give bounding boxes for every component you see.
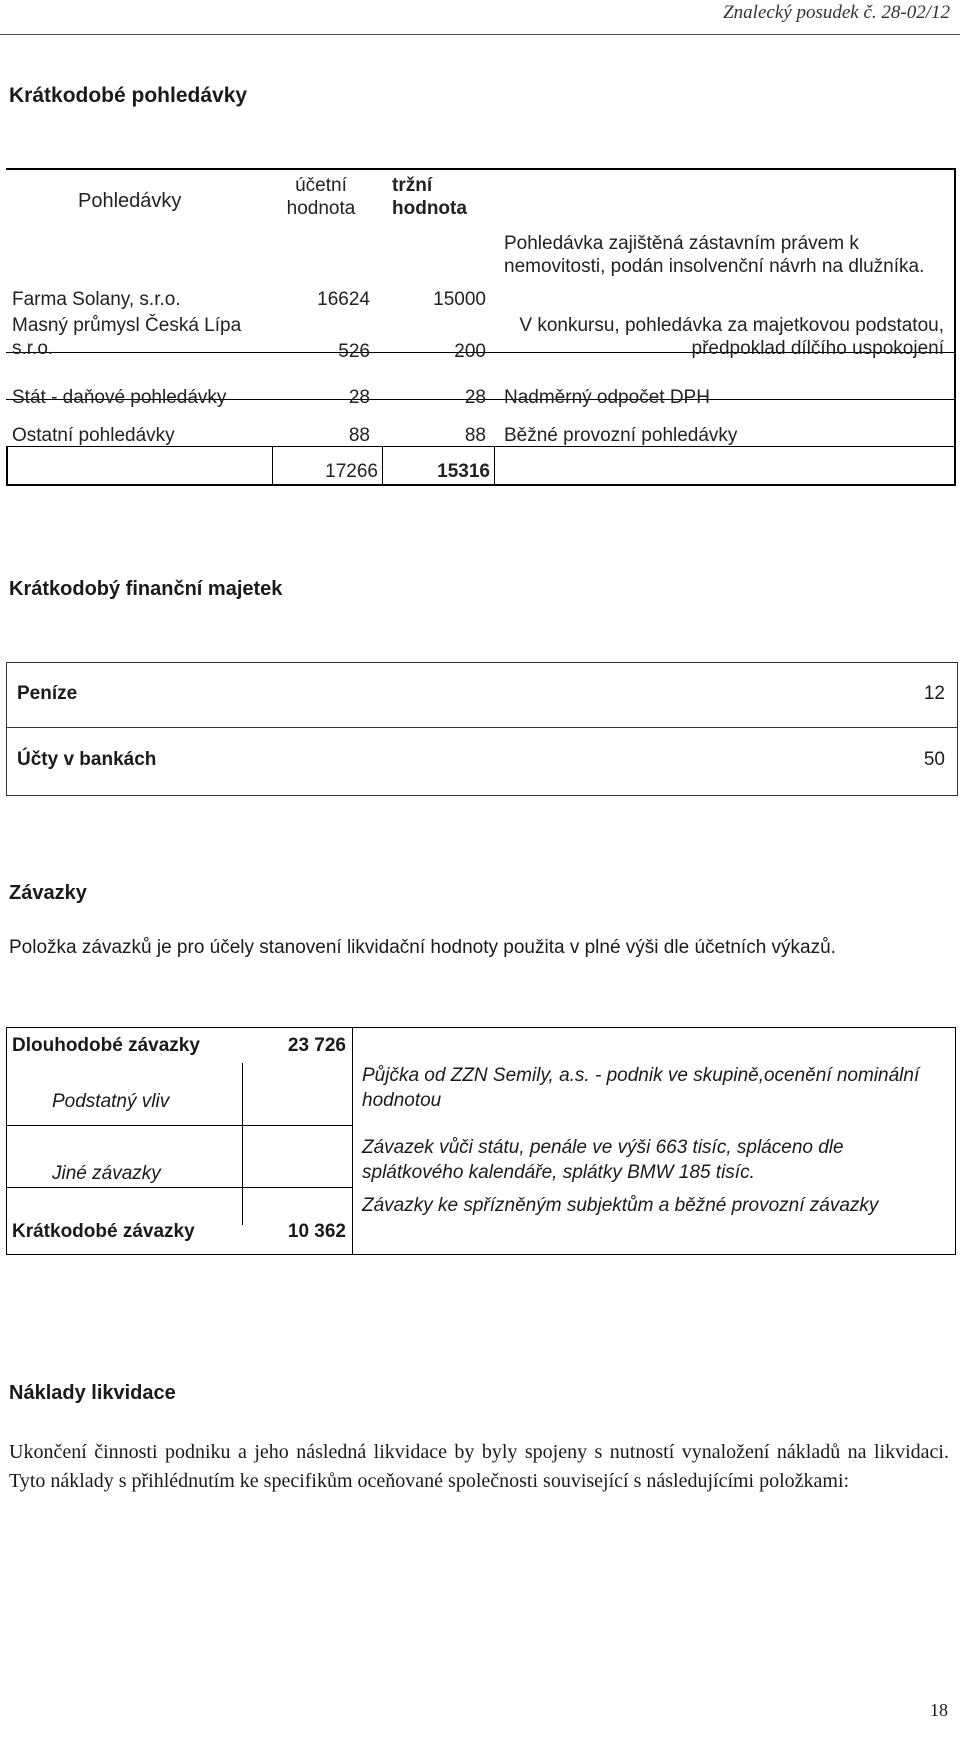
financial-title: Krátkodobý finanční majetek [9,578,283,600]
row-note: Běžné provozní pohledávky [504,425,738,446]
total-book-value: 17266 [325,461,378,482]
other-liabilities-note: Závazek vůči státu, penále ve výši 663 tisíc, spláceno dle splátkového kalendáře, splátky BMW 185 tisíc. [362,1137,844,1183]
row-book-value: 16624 [317,289,370,310]
table-border-right [955,1027,956,1255]
financial-label: Účty v bankách [17,749,157,770]
liabilities-text: Položka závazků je pro účely stanovení likvidační hodnoty použita v plné výši dle účetních výkazů. [9,937,836,958]
long-term-label: Dlouhodobé závazky [12,1035,200,1056]
table-border-right [954,168,956,486]
short-term-note: Závazky ke spřízněným subjektům a běžné provozní závazky [362,1195,879,1216]
row-market-value: 28 [464,387,486,408]
row-note: V konkursu, pohledávka za majetkovou podstatou, předpoklad dílčího uspokojení [519,315,944,359]
row-market-value: 88 [464,425,486,446]
substantial-influence-label: Podstatný vliv [52,1091,170,1112]
col-header-market: tržní hodnota [392,175,467,219]
row-name: Ostatní pohledávky [12,425,175,446]
table-row [7,683,957,713]
row-market-value: 15000 [433,289,486,310]
row-separator [6,1187,352,1188]
row-market-value: 200 [454,341,486,362]
other-liabilities-label: Jiné závazky [52,1163,161,1184]
row-note: Pohledávka zajištěná zástavním právem k nemovitosti, podán insolvenční návrh na dlužníka. [504,233,925,277]
row-name: Masný průmysl Česká Lípa s.r.o. [12,315,242,359]
table-border-bottom [6,484,956,486]
col-header-name: Pohledávky [78,190,182,212]
row-separator [7,727,957,728]
row-book-value: 88 [348,425,370,446]
costs-title: Náklady likvidace [9,1382,176,1404]
short-term-value: 10 362 [287,1221,346,1242]
liabilities-title: Závazky [9,882,87,904]
table-row [7,749,957,779]
col-header-book: účetní hodnota [286,175,356,219]
financial-value: 50 [923,749,945,770]
long-term-value: 23 726 [287,1035,346,1056]
col-separator [242,1063,243,1225]
row-name: Stát - daňové pohledávky [12,387,227,408]
header-divider [0,34,960,35]
short-term-label: Krátkodobé závazky [12,1221,195,1242]
table-border-left-total [6,446,8,486]
col-separator [352,1027,353,1255]
table-border-top [6,1027,956,1028]
row-book-value: 28 [348,387,370,408]
document-header: Znalecký posudek č. 28-02/12 [723,2,950,23]
total-market-value: 15316 [437,461,490,482]
substantial-influence-note: Půjčka od ZZN Semily, a.s. - podnik ve skupině,ocenění nominální hodnotou [362,1065,920,1111]
table-border-bottom [6,1254,956,1255]
row-book-value: 526 [338,341,370,362]
page-number: 18 [930,1700,948,1720]
col-separator [494,446,495,486]
financial-table [6,662,958,796]
financial-label: Peníze [17,683,78,704]
table-border-top [6,168,956,170]
table-border-left [6,1027,7,1255]
row-note: Nadměrný odpočet DPH [504,387,710,408]
receivables-table [6,168,956,488]
liabilities-table [6,1027,956,1255]
row-name: Farma Solany, s.r.o. [12,289,181,310]
financial-value: 12 [923,683,945,704]
row-separator [6,1125,352,1126]
receivables-title: Krátkodobé pohledávky [9,84,248,107]
costs-text: Ukončení činnosti podniku a jeho následná likvidace by byly spojeny s nutností vynaložení nákladů na likvidaci. Tyto náklady s přihlédnutím ke specifikům oceňované společnosti související s následujícími položkami: [9,1441,949,1492]
